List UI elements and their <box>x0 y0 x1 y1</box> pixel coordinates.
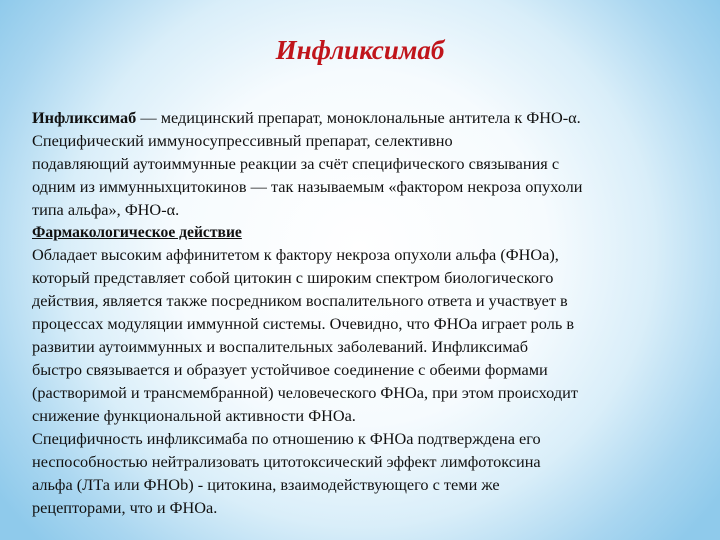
body-line: рецепторами, что и ФНОа. <box>32 498 218 517</box>
body-line: который представляет собой цитокин с широким спектром биологического <box>32 268 554 287</box>
slide-body <box>32 106 714 519</box>
intro-line: подавляющий аутоиммунные реакции за счёт специфического связывания с <box>32 154 560 173</box>
intro-paragraph <box>32 106 714 221</box>
body-line: Обладает высоким аффинитетом к фактору некроза опухоли альфа (ФНОа), <box>32 245 559 264</box>
body-line: быстро связывается и образует устойчивое соединение с обеими формами <box>32 360 548 379</box>
body-line: снижение функциональной активности ФНОа. <box>32 406 356 425</box>
intro-line: — медицинский препарат, моноклональные антитела к ФНО-α. <box>136 108 581 127</box>
section-heading: Фармакологическое действие <box>32 224 242 241</box>
intro-line: типа альфа», ФНО-α. <box>32 200 180 219</box>
body-line: Специфичность инфликсимаба по отношению к ФНОа подтверждена его <box>32 429 541 448</box>
body-line: (растворимой и трансмембранной) человеческого ФНОа, при этом происходит <box>32 383 578 402</box>
body-line: процессах модуляции иммунной системы. Очевидно, что ФНОа играет роль в <box>32 314 575 333</box>
slide-title: Инфликсимаб <box>275 35 445 65</box>
body-line: действия, является также посредником воспалительного ответа и участвует в <box>32 291 568 310</box>
body-line: альфа (ЛТа или ФНОb) - цитокина, взаимодействующего с теми же <box>32 475 500 494</box>
intro-line: Специфический иммуносупрессивный препарат, селективно <box>32 131 453 150</box>
body-line: неспособностью нейтрализовать цитотоксический эффект лимфотоксина <box>32 452 541 471</box>
intro-line: одним из иммунныхцитокинов — так называемым «фактором некроза опухоли <box>32 177 583 196</box>
body-line: развитии аутоиммунных и воспалительных заболеваний. Инфликсимаб <box>32 337 529 356</box>
intro-term: Инфликсимаб <box>32 108 137 127</box>
pharmacology-paragraph <box>32 243 714 519</box>
